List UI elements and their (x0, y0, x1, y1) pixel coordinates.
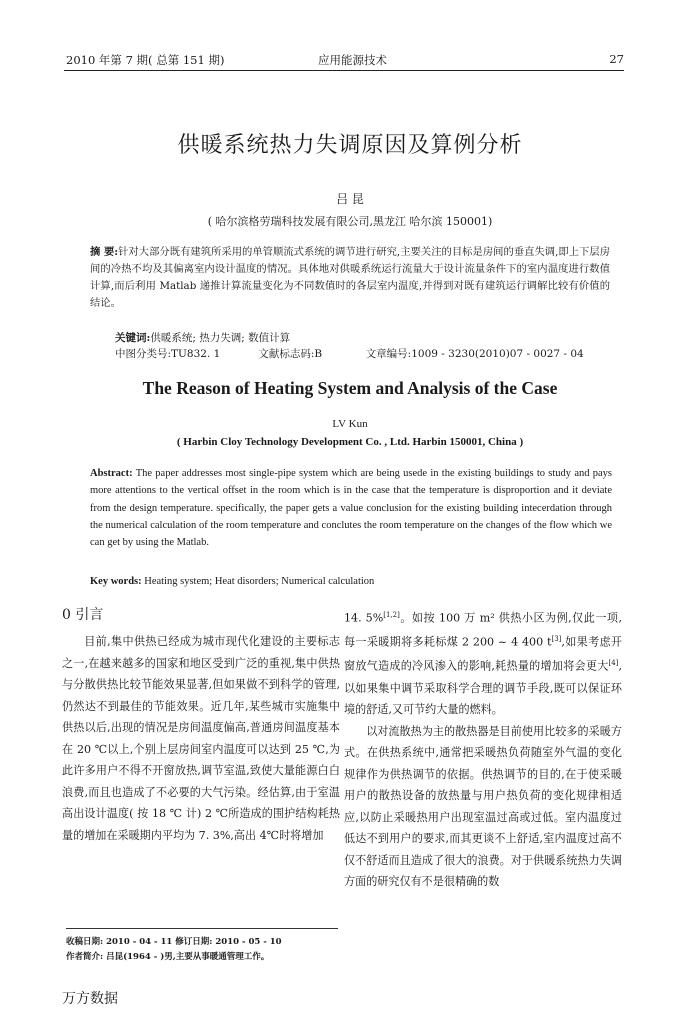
affiliation: ( 哈尔滨格劳瑞科技发展有限公司,黑龙江 哈尔滨 150001) (207, 215, 493, 228)
english-abstract (90, 465, 612, 551)
classification-line (115, 346, 615, 361)
clc-number: 中图分类号:TU832. 1 (115, 348, 221, 360)
right-column (344, 605, 622, 893)
citation: [3] (551, 635, 562, 644)
keywords-cn-label: 关键词: (115, 332, 151, 344)
text-fragment: ,如果考虑开窗放气造成的冷风渗入的影响,耗热量的增加将会更大 (344, 635, 622, 674)
author: 吕 昆 (336, 192, 364, 206)
text-fragment: 。如按 100 万 m² 供热小区为例,仅此一项,每一采暖期将多耗标煤 2 200 ~ 4 400 t (344, 611, 622, 649)
paper-title: 供暖系统热力失调原因及算例分析 (177, 133, 523, 158)
english-keywords-text: Heating system; Heat disorders; Numerical calculation (144, 576, 375, 587)
right-paragraph-2: 以对流散热为主的散热器是目前使用比较多的采暖方式。在供热系统中,通常把采暖热负荷随室外气温的变化规律作为供热调节的依据。供热调节的目的,在于使采暖用户的散热设备的放热量与用户热负荷的变化规律相适应,以防止采暖热用户出现室温过高或过低。室内温度过低达不到用户的要求,而其更谈不上舒适,室内温度过高不仅不舒适而且造成了很大的浪费。对于供暖系统热力失调方面的研究仅有不是很精确的数 (344, 724, 622, 889)
article-number: 文章编号:1009 - 3230(2010)07 - 0027 - 04 (365, 348, 584, 360)
right-paragraph-1 (344, 605, 622, 721)
english-keywords-label: Key words: (90, 576, 142, 587)
section-heading: 0 引言 (62, 607, 104, 623)
left-column (62, 605, 340, 846)
citation: [4] (608, 659, 619, 668)
citation: [1,2] (383, 611, 400, 619)
english-title: The Reason of Heating System and Analysis of the Case (142, 378, 558, 398)
keywords-cn (115, 330, 290, 345)
author-bio: 作者简介: 吕昆(1964 - )男,主要从事暖通管理工作。 (66, 952, 270, 962)
english-abstract-label: Abstract: (90, 468, 133, 479)
footnote (66, 928, 338, 965)
keywords-cn-text: 供暖系统; 热力失调; 数值计算 (150, 332, 291, 344)
doc-code: 文献标志码:B (258, 348, 323, 360)
abstract-cn-label: 摘 要: (90, 246, 119, 258)
english-author: LV Kun (332, 418, 368, 430)
watermark: 万方数据 (62, 991, 118, 1007)
text-fragment: ,以如果集中调节采取科学合理的调节手段,既可以保证环境的舒适,又可节约大量的燃料。 (344, 660, 622, 717)
abstract-cn (90, 244, 610, 312)
running-header (64, 50, 624, 71)
received-dates: 收稿日期: 2010 - 04 - 11 修订日期: 2010 - 05 - 10 (66, 937, 282, 947)
english-affiliation: ( Harbin Cloy Technology Development Co. , Ltd. Harbin 150001, China ) (176, 436, 524, 448)
journal-name: 应用能源技术 (318, 53, 387, 67)
english-keywords (90, 576, 612, 587)
english-abstract-text: The paper addresses most single-pipe system which are being usede in the existing buildings to study and pays more attentions to the vertical offset in the room which is in the case that the temperature is disproportion and it deviate from the design temperature. specifically, the paper gets a value conclusion for the existing building intecerdation through the numerical calculation of the room temperature and conclutes the room temperature on the changes of the flow which we can get by using the Matlab. (90, 468, 613, 549)
text-fragment: 14. 5% (344, 611, 384, 625)
page-number: 27 (609, 52, 624, 66)
abstract-cn-text: 针对大部分既有建筑所采用的单管顺流式系统的调节进行研究,主要关注的目标是房间的垂直失调,即上下层房间的冷热不均及其偏离室内设计温度的情况。具体地对供暖系统运行流量大于设计流量条件下的室内温度进行数值计算,而后利用 Matlab 递推计算流量变化为不同数值时的各层室内温度,并得到对既有建筑运行调解比较有价值的结论。 (90, 246, 611, 309)
intro-paragraph: 目前,集中供热已经成为城市现代化建设的主要标志之一,在越来越多的国家和地区受到广泛的重视,集中供热与分散供热比较节能效果显著,但如果做不到科学的管理,仍然达不到最佳的节能效果。近几年,某些城市实施集中供热以后,出现的情况是房间温度偏高,普通房间温度基本在 20 ℃以上,个别上层房间室内温度可以达到 25 ℃,为此许多用户不得不开窗放热,调节室温,致使大量能源白白浪费,而且也造成了不必要的大气污染。经估算,由于室温高出设计温度( 按 18 ℃ 计) 2 ℃所造成的围护结构耗热量的增加在采暖期内平均为 7. 3%,高出 4℃时将增加 (62, 635, 340, 842)
issue-info: 2010 年第 7 期( 总第 151 期) (66, 53, 225, 67)
